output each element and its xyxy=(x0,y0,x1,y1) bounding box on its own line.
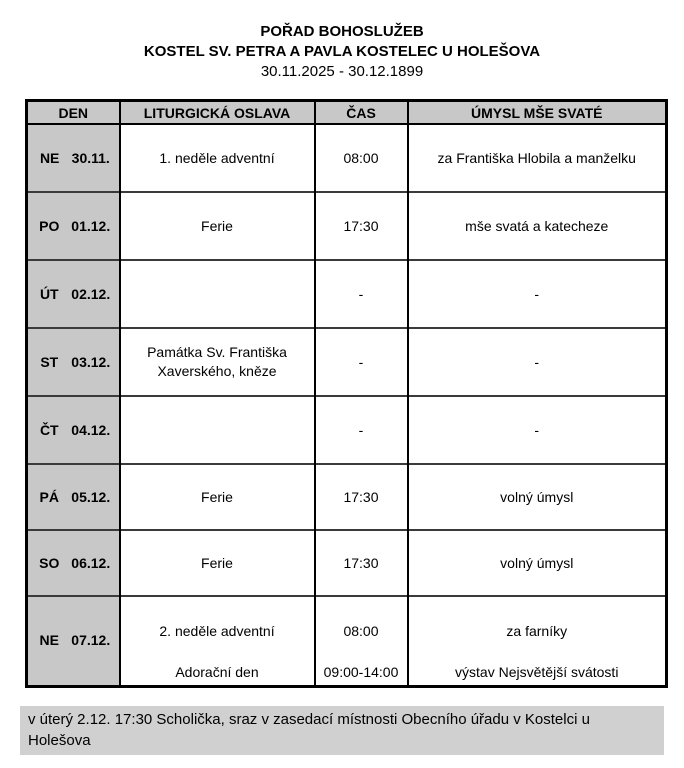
day-date: 01.12. xyxy=(71,217,111,234)
liturgy-cell: 1. neděle adventní xyxy=(120,124,315,192)
liturgy-cell: Ferie xyxy=(120,192,315,260)
liturgy-cell: Památka Sv. Františka Xaverského, kněze xyxy=(120,328,315,396)
day-cell xyxy=(27,464,120,530)
church-name: KOSTEL SV. PETRA A PAVLA KOSTELEC U HOLEŠOVA xyxy=(143,43,541,60)
time-cell: 08:00 xyxy=(315,124,408,192)
time-cell xyxy=(315,596,408,686)
day-abbr: SO xyxy=(39,554,60,571)
intention-cell: - xyxy=(408,396,667,464)
day-date: 03.12. xyxy=(71,353,111,370)
table-row xyxy=(27,328,667,396)
table-header-row xyxy=(27,101,667,125)
day-date: 02.12. xyxy=(71,285,111,302)
intention-cell: - xyxy=(408,260,667,328)
time-cell: 17:30 xyxy=(315,530,408,596)
intention-cell: volný úmysl xyxy=(408,464,667,530)
day-cell xyxy=(27,328,120,396)
time-line-1: 08:00 xyxy=(343,622,379,639)
day-date: 06.12. xyxy=(71,554,111,571)
day-cell xyxy=(27,396,120,464)
table-row xyxy=(27,530,667,596)
day-abbr: ČT xyxy=(39,421,59,438)
intention-line-2: výstav Nejsvětější svátosti xyxy=(455,663,619,680)
day-date: 30.11. xyxy=(71,149,110,166)
day-abbr: PO xyxy=(39,217,60,234)
footnote: v úterý 2.12. 17:30 Scholička, sraz v zasedací místnosti Obecního úřadu v Kostelci u Holešova xyxy=(20,706,664,755)
day-cell xyxy=(27,124,120,192)
table-row xyxy=(27,260,667,328)
document-title-block xyxy=(0,0,684,82)
intention-line-1: za farníky xyxy=(506,622,568,639)
table-row xyxy=(27,596,667,686)
date-range: 30.11.2025 - 30.12.1899 xyxy=(260,63,424,80)
time-line-2: 09:00-14:00 xyxy=(323,663,399,680)
day-abbr: PÁ xyxy=(39,488,59,505)
day-date: 04.12. xyxy=(71,421,111,438)
liturgy-line-2: Adorační den xyxy=(175,663,259,680)
day-abbr: NE xyxy=(39,632,59,649)
header-den: DEN xyxy=(27,101,120,125)
day-abbr: NE xyxy=(39,149,60,166)
schedule-table xyxy=(25,99,668,688)
table-row xyxy=(27,192,667,260)
table-row xyxy=(27,396,667,464)
liturgy-cell xyxy=(120,260,315,328)
time-cell: - xyxy=(315,328,408,396)
day-cell xyxy=(27,260,120,328)
page-title: POŘAD BOHOSLUŽEB xyxy=(260,23,424,40)
liturgy-line-1: 2. neděle adventní xyxy=(159,622,275,639)
liturgy-cell: Ferie xyxy=(120,464,315,530)
day-abbr: ST xyxy=(40,353,59,370)
table-row xyxy=(27,124,667,192)
day-cell xyxy=(27,530,120,596)
time-cell: - xyxy=(315,396,408,464)
time-cell: 17:30 xyxy=(315,192,408,260)
intention-stack xyxy=(412,598,663,684)
intention-cell: za Františka Hlobila a manželku xyxy=(408,124,667,192)
intention-cell: volný úmysl xyxy=(408,530,667,596)
header-oslava: LITURGICKÁ OSLAVA xyxy=(120,101,315,125)
intention-cell: - xyxy=(408,328,667,396)
liturgy-stack xyxy=(124,598,311,684)
day-cell xyxy=(27,192,120,260)
intention-cell: mše svatá a katecheze xyxy=(408,192,667,260)
day-date: 05.12. xyxy=(71,488,111,505)
day-cell xyxy=(27,596,120,686)
header-cas: ČAS xyxy=(315,101,408,125)
time-stack xyxy=(319,598,404,684)
time-cell: - xyxy=(315,260,408,328)
day-date: 07.12. xyxy=(71,632,111,649)
liturgy-cell: Ferie xyxy=(120,530,315,596)
liturgy-cell xyxy=(120,396,315,464)
table-row xyxy=(27,464,667,530)
time-cell: 17:30 xyxy=(315,464,408,530)
day-abbr: ÚT xyxy=(39,285,59,302)
intention-cell xyxy=(408,596,667,686)
liturgy-cell xyxy=(120,596,315,686)
header-umysl: ÚMYSL MŠE SVATÉ xyxy=(408,101,667,125)
